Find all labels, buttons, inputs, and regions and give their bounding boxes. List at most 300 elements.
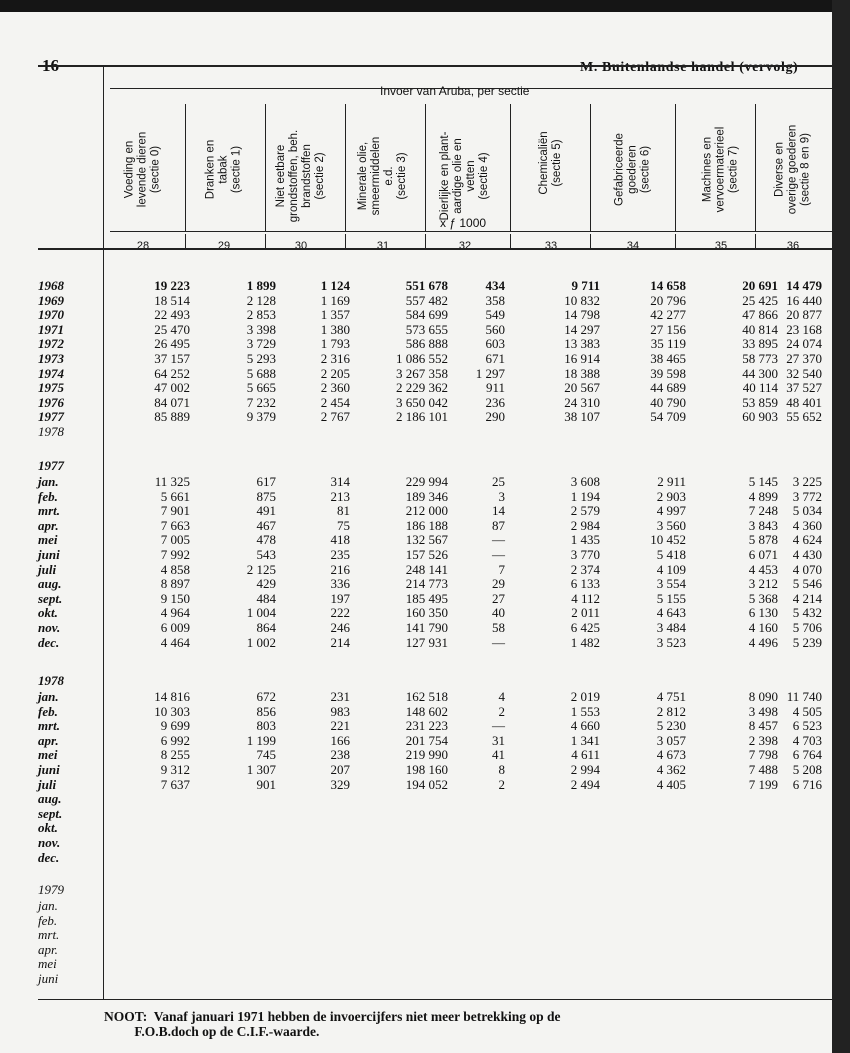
table-cell: 235 bbox=[330, 547, 350, 562]
table-cell: 14 798 bbox=[564, 307, 600, 323]
column-number-separator bbox=[675, 234, 676, 248]
row-label: aug. bbox=[38, 576, 62, 592]
table-cell: 75 bbox=[337, 517, 350, 533]
table-cell: 7 232 bbox=[246, 394, 276, 410]
table-row bbox=[0, 850, 832, 866]
table-cell: 911 bbox=[485, 380, 505, 396]
table-cell: 14 297 bbox=[564, 321, 600, 337]
table-cell: 85 889 bbox=[154, 409, 190, 425]
table-cell: 236 bbox=[485, 394, 505, 410]
table-cell: 1 169 bbox=[320, 292, 350, 308]
table-cell: 7 637 bbox=[160, 776, 190, 792]
table-cell: 603 bbox=[485, 336, 505, 352]
table-cell: 37 157 bbox=[154, 351, 190, 366]
row-label: juni bbox=[38, 971, 59, 986]
table-cell: 5 706 bbox=[792, 620, 822, 635]
table-cell: 5 368 bbox=[748, 590, 778, 606]
table-cell: 573 655 bbox=[405, 321, 448, 337]
row-label: apr. bbox=[38, 941, 58, 957]
column-number-separator bbox=[185, 234, 186, 248]
table-cell: — bbox=[492, 718, 505, 734]
table-cell: 4 751 bbox=[656, 689, 686, 704]
table-row bbox=[0, 704, 832, 720]
table-cell: 1 124 bbox=[320, 278, 350, 293]
table-row bbox=[0, 576, 832, 592]
table-cell: 189 346 bbox=[405, 488, 448, 504]
table-cell: 160 350 bbox=[405, 605, 448, 621]
table-cell: 10 452 bbox=[650, 532, 686, 548]
table-cell: 358 bbox=[485, 292, 505, 308]
table-cell: 38 465 bbox=[650, 351, 686, 366]
table-row bbox=[0, 806, 832, 822]
table-cell: 2 229 362 bbox=[396, 380, 448, 396]
table-cell: 557 482 bbox=[405, 292, 448, 308]
row-label: mei bbox=[38, 532, 58, 548]
table-cell: 40 bbox=[492, 605, 505, 621]
column-number-separator bbox=[425, 234, 426, 248]
column-separator bbox=[590, 104, 591, 231]
table-cell: 219 990 bbox=[405, 747, 448, 763]
row-label: 1968 bbox=[38, 278, 64, 293]
table-cell: 1 435 bbox=[570, 532, 600, 548]
table-cell: 4 430 bbox=[792, 547, 822, 562]
table-cell: 2 360 bbox=[320, 380, 350, 396]
column-number: 30 bbox=[294, 240, 308, 252]
table-row bbox=[0, 673, 832, 689]
table-cell: 40 114 bbox=[742, 380, 778, 396]
row-label: juli bbox=[38, 561, 57, 577]
table-cell: 27 bbox=[492, 590, 505, 606]
table-cell: 214 bbox=[330, 634, 350, 650]
table-row bbox=[0, 605, 832, 621]
column-number: 31 bbox=[376, 240, 390, 252]
table-cell: 1 482 bbox=[570, 634, 600, 650]
table-cell: 2 984 bbox=[570, 517, 600, 533]
table-cell: 157 526 bbox=[405, 547, 448, 562]
row-label: mrt. bbox=[38, 503, 61, 519]
column-separator bbox=[675, 104, 676, 231]
table-cell: 37 527 bbox=[786, 380, 822, 396]
table-cell: 2 374 bbox=[570, 561, 600, 577]
table-cell: 9 711 bbox=[571, 278, 600, 293]
table-row bbox=[0, 718, 832, 734]
row-label: jan. bbox=[38, 898, 58, 913]
table-cell: 3 650 042 bbox=[396, 394, 448, 410]
table-cell: 18 388 bbox=[564, 365, 600, 381]
table-row bbox=[0, 942, 832, 958]
table-cell: 5 878 bbox=[748, 532, 778, 548]
table-cell: 8 090 bbox=[748, 689, 778, 704]
row-label: mei bbox=[38, 747, 58, 763]
table-cell: 6 425 bbox=[570, 620, 600, 635]
table-row bbox=[0, 336, 832, 352]
table-cell: 231 223 bbox=[405, 718, 448, 734]
table-cell: 238 bbox=[330, 747, 350, 763]
table-cell: 4 643 bbox=[656, 605, 686, 621]
table-cell: 87 bbox=[492, 517, 505, 533]
table-cell: 5 688 bbox=[246, 365, 276, 381]
row-label: 1977 bbox=[38, 409, 64, 425]
table-cell: 6 716 bbox=[792, 776, 822, 792]
table-row bbox=[0, 532, 832, 548]
table-cell: 3 bbox=[498, 488, 505, 504]
table-cell: 2 316 bbox=[320, 351, 350, 366]
column-separator bbox=[265, 104, 266, 231]
table-row bbox=[0, 747, 832, 763]
column-header-label: Dranken en tabak (sectie 1) bbox=[204, 139, 243, 200]
row-label: 1974 bbox=[38, 365, 64, 381]
row-label: mei bbox=[38, 956, 57, 972]
table-cell: 7 488 bbox=[748, 762, 778, 777]
table-cell: 3 560 bbox=[656, 517, 686, 533]
table-row bbox=[0, 791, 832, 807]
row-label: 1972 bbox=[38, 336, 64, 352]
table-row bbox=[0, 620, 832, 636]
table-cell: 3 484 bbox=[656, 620, 686, 635]
table-cell: 549 bbox=[485, 307, 505, 323]
table-cell: 4 405 bbox=[656, 776, 686, 792]
table-cell: 1 899 bbox=[246, 278, 276, 293]
table-row bbox=[0, 395, 832, 411]
table-cell: 55 652 bbox=[786, 409, 822, 425]
table-cell: 11 740 bbox=[786, 689, 822, 704]
table-row bbox=[0, 307, 832, 323]
row-label: nov. bbox=[38, 620, 61, 635]
table-cell: 20 567 bbox=[564, 380, 600, 396]
table-cell: 22 493 bbox=[154, 307, 190, 323]
column-separator bbox=[185, 104, 186, 231]
table-cell: 467 bbox=[256, 517, 276, 533]
table-cell: 1 307 bbox=[246, 762, 276, 777]
column-number: 32 bbox=[458, 240, 472, 252]
table-cell: 4 214 bbox=[792, 590, 822, 606]
table-cell: 7 bbox=[498, 561, 505, 577]
table-cell: 4 070 bbox=[792, 561, 822, 577]
row-label: mrt. bbox=[38, 927, 60, 943]
table-cell: 23 168 bbox=[786, 321, 822, 337]
table-cell: 207 bbox=[330, 762, 350, 777]
table-cell: 3 225 bbox=[792, 474, 822, 489]
table-cell: 3 554 bbox=[656, 576, 686, 592]
table-row bbox=[0, 689, 832, 705]
table-cell: 672 bbox=[256, 689, 276, 704]
table-cell: 1 194 bbox=[570, 488, 600, 504]
row-label: 1976 bbox=[38, 394, 64, 410]
column-separator bbox=[425, 104, 426, 231]
document-page bbox=[0, 12, 832, 1053]
table-row bbox=[0, 927, 832, 943]
table-cell: 26 495 bbox=[154, 336, 190, 352]
table-cell: 24 074 bbox=[786, 336, 822, 352]
column-number-separator bbox=[510, 234, 511, 248]
table-cell: 543 bbox=[256, 547, 276, 562]
table-cell: 290 bbox=[485, 409, 505, 425]
row-label: okt. bbox=[38, 605, 58, 621]
table-cell: 434 bbox=[485, 278, 505, 293]
table-cell: 4 496 bbox=[748, 634, 778, 650]
table-cell: 48 401 bbox=[786, 394, 822, 410]
row-label: feb. bbox=[38, 912, 58, 928]
table-cell: 14 479 bbox=[786, 278, 822, 293]
row-label: apr. bbox=[38, 517, 59, 533]
table-cell: 2 125 bbox=[246, 561, 276, 577]
row-label: aug. bbox=[38, 791, 62, 807]
table-cell: 6 071 bbox=[748, 547, 778, 562]
table-cell: 2 205 bbox=[320, 365, 350, 381]
table-cell: 4 899 bbox=[748, 488, 778, 504]
table-cell: 212 000 bbox=[405, 503, 448, 519]
table-cell: 25 bbox=[492, 474, 505, 489]
table-cell: 7 901 bbox=[160, 503, 190, 519]
table-cell: 1 341 bbox=[570, 732, 600, 748]
table-cell: 4 673 bbox=[656, 747, 686, 763]
table-cell: 429 bbox=[256, 576, 276, 592]
table-row bbox=[0, 547, 832, 563]
super-header-rule bbox=[110, 88, 832, 89]
column-number: 35 bbox=[714, 240, 728, 252]
table-cell: 8 255 bbox=[160, 747, 190, 763]
table-cell: 8 457 bbox=[748, 718, 778, 734]
table-cell: 246 bbox=[330, 620, 350, 635]
table-cell: 3 843 bbox=[748, 517, 778, 533]
column-number: 34 bbox=[626, 240, 640, 252]
table-cell: 4 997 bbox=[656, 503, 686, 519]
row-label: 1969 bbox=[38, 292, 64, 308]
table-cell: 9 379 bbox=[246, 409, 276, 425]
table-cell: 491 bbox=[256, 503, 276, 519]
row-label: 1978 bbox=[38, 673, 64, 688]
table-cell: 671 bbox=[485, 351, 505, 366]
table-cell: — bbox=[492, 634, 505, 650]
top-rule bbox=[38, 65, 832, 67]
column-number-separator bbox=[590, 234, 591, 248]
table-cell: 47 866 bbox=[742, 307, 778, 323]
table-cell: 25 470 bbox=[154, 321, 190, 337]
table-cell: 1 199 bbox=[246, 732, 276, 748]
table-cell: 5 665 bbox=[246, 380, 276, 396]
table-cell: 162 518 bbox=[405, 689, 448, 704]
table-cell: 27 156 bbox=[650, 321, 686, 337]
table-row bbox=[0, 380, 832, 396]
table-cell: 29 bbox=[492, 576, 505, 592]
table-row bbox=[0, 591, 832, 607]
table-cell: 336 bbox=[330, 576, 350, 592]
book-spine bbox=[832, 0, 850, 1053]
table-cell: 4 360 bbox=[792, 517, 822, 533]
table-cell: 5 661 bbox=[160, 488, 190, 504]
table-cell: 803 bbox=[256, 718, 276, 734]
table-cell: 132 567 bbox=[405, 532, 448, 548]
table-row bbox=[0, 777, 832, 793]
table-cell: 44 300 bbox=[742, 365, 778, 381]
table-row bbox=[0, 733, 832, 749]
table-cell: 7 798 bbox=[748, 747, 778, 763]
table-cell: 60 903 bbox=[742, 409, 778, 425]
table-cell: 864 bbox=[256, 620, 276, 635]
table-row bbox=[0, 322, 832, 338]
table-cell: 2 903 bbox=[656, 488, 686, 504]
table-cell: 5 239 bbox=[792, 634, 822, 650]
table-cell: 20 691 bbox=[742, 278, 778, 293]
table-cell: 4 109 bbox=[656, 561, 686, 577]
table-cell: 44 689 bbox=[650, 380, 686, 396]
table-cell: 54 709 bbox=[650, 409, 686, 425]
table-cell: 2 853 bbox=[246, 307, 276, 323]
table-cell: 617 bbox=[256, 474, 276, 489]
table-cell: 213 bbox=[330, 488, 350, 504]
table-row bbox=[0, 503, 832, 519]
table-cell: 47 002 bbox=[154, 380, 190, 396]
table-cell: 148 602 bbox=[405, 703, 448, 719]
unit-rule bbox=[110, 231, 832, 232]
table-cell: 64 252 bbox=[154, 365, 190, 381]
table-cell: 484 bbox=[256, 590, 276, 606]
column-header-label: Diverse en overige goederen (sectie 8 en 9) bbox=[773, 124, 812, 215]
table-cell: 39 598 bbox=[650, 365, 686, 381]
row-label: apr. bbox=[38, 732, 59, 748]
row-label: jan. bbox=[38, 689, 59, 704]
table-cell: 5 293 bbox=[246, 351, 276, 366]
table-cell: 222 bbox=[330, 605, 350, 621]
table-row bbox=[0, 635, 832, 651]
table-cell: 560 bbox=[485, 321, 505, 337]
table-cell: 4 362 bbox=[656, 762, 686, 777]
row-label: sept. bbox=[38, 590, 63, 606]
column-header-label: Gefabriceerde goederen (sectie 6) bbox=[613, 133, 652, 206]
column-header-label: Voeding en levende dieren (sectie 0) bbox=[123, 131, 162, 208]
table-cell: 9 312 bbox=[160, 762, 190, 777]
table-row bbox=[0, 835, 832, 851]
table-cell: 19 223 bbox=[154, 278, 190, 293]
row-label: 1978 bbox=[38, 424, 64, 439]
column-number-separator bbox=[265, 234, 266, 248]
row-label: dec. bbox=[38, 849, 60, 865]
table-cell: 5 432 bbox=[792, 605, 822, 621]
row-label: 1979 bbox=[38, 882, 64, 897]
table-cell: 186 188 bbox=[405, 517, 448, 533]
table-cell: 418 bbox=[330, 532, 350, 548]
table-row bbox=[0, 458, 832, 474]
table-row bbox=[0, 913, 832, 929]
footnote: NOOT: Vanaf januari 1971 hebben de invoercijfers niet meer betrekking op de F.O.B.doch op de C.I.F.-waarde. bbox=[104, 1009, 561, 1039]
table-row bbox=[0, 293, 832, 309]
table-cell: 4 160 bbox=[748, 620, 778, 635]
table-cell: 3 057 bbox=[656, 732, 686, 748]
table-row bbox=[0, 518, 832, 534]
table-cell: 1 086 552 bbox=[396, 351, 448, 366]
table-cell: 38 107 bbox=[564, 409, 600, 425]
table-cell: 7 992 bbox=[160, 547, 190, 562]
table-cell: 6 523 bbox=[792, 718, 822, 734]
table-cell: 2 812 bbox=[656, 703, 686, 719]
table-cell: 2 579 bbox=[570, 503, 600, 519]
table-cell: 216 bbox=[330, 561, 350, 577]
table-row bbox=[0, 489, 832, 505]
column-header bbox=[733, 98, 832, 218]
table-cell: 6 764 bbox=[792, 747, 822, 763]
column-separator bbox=[755, 104, 756, 231]
column-number: 28 bbox=[136, 240, 150, 252]
table-cell: 586 888 bbox=[405, 336, 448, 352]
table-row bbox=[0, 898, 832, 914]
table-cell: 5 034 bbox=[792, 503, 822, 519]
table-cell: 4 bbox=[498, 689, 505, 704]
row-label: 1975 bbox=[38, 380, 64, 396]
column-number: 29 bbox=[217, 240, 231, 252]
table-cell: 4 703 bbox=[792, 732, 822, 748]
table-row bbox=[0, 474, 832, 490]
table-cell: 24 310 bbox=[564, 394, 600, 410]
column-separator bbox=[510, 104, 511, 231]
table-cell: 27 370 bbox=[786, 351, 822, 366]
table-cell: 6 130 bbox=[748, 605, 778, 621]
column-number-separator bbox=[755, 234, 756, 248]
table-super-header: Invoer van Aruba, per sectie bbox=[380, 84, 530, 98]
bottom-rule bbox=[38, 999, 832, 1000]
row-label: okt. bbox=[38, 820, 58, 836]
table-row bbox=[0, 278, 832, 294]
column-number: 33 bbox=[544, 240, 558, 252]
row-label: 1971 bbox=[38, 321, 64, 337]
table-cell: 5 418 bbox=[656, 547, 686, 562]
table-cell: 5 230 bbox=[656, 718, 686, 734]
table-cell: 84 071 bbox=[154, 394, 190, 410]
table-cell: 551 678 bbox=[405, 278, 448, 293]
table-cell: 2 128 bbox=[246, 292, 276, 308]
table-cell: 856 bbox=[256, 703, 276, 719]
table-cell: 5 208 bbox=[792, 762, 822, 777]
table-cell: 2 767 bbox=[320, 409, 350, 425]
row-label: nov. bbox=[38, 835, 61, 850]
table-cell: 3 772 bbox=[792, 488, 822, 504]
table-cell: 1 553 bbox=[570, 703, 600, 719]
row-label: mrt. bbox=[38, 718, 61, 734]
table-cell: 185 495 bbox=[405, 590, 448, 606]
table-row bbox=[0, 366, 832, 382]
row-label: juni bbox=[38, 547, 60, 562]
table-cell: 40 790 bbox=[650, 394, 686, 410]
table-cell: 314 bbox=[330, 474, 350, 489]
table-cell: 7 005 bbox=[160, 532, 190, 548]
table-cell: 8 bbox=[498, 762, 505, 777]
table-cell: 2 019 bbox=[570, 689, 600, 704]
table-row bbox=[0, 820, 832, 836]
table-cell: 3 212 bbox=[748, 576, 778, 592]
row-label: feb. bbox=[38, 488, 58, 504]
table-cell: 41 bbox=[492, 747, 505, 763]
table-cell: 5 155 bbox=[656, 590, 686, 606]
table-cell: 197 bbox=[330, 590, 350, 606]
table-cell: 3 267 358 bbox=[396, 365, 448, 381]
table-cell: 1 793 bbox=[320, 336, 350, 352]
table-cell: — bbox=[492, 532, 505, 548]
table-row bbox=[0, 762, 832, 778]
table-cell: 3 523 bbox=[656, 634, 686, 650]
column-number: 36 bbox=[786, 240, 800, 252]
table-cell: 20 796 bbox=[650, 292, 686, 308]
table-cell: 221 bbox=[330, 718, 350, 734]
table-cell: 20 877 bbox=[786, 307, 822, 323]
row-label: sept. bbox=[38, 805, 63, 821]
table-cell: 6 133 bbox=[570, 576, 600, 592]
table-cell: 2 bbox=[498, 776, 505, 792]
table-row bbox=[0, 409, 832, 425]
table-cell: 42 277 bbox=[650, 307, 686, 323]
table-cell: 329 bbox=[330, 776, 350, 792]
table-cell: 4 964 bbox=[160, 605, 190, 621]
table-cell: 248 141 bbox=[405, 561, 448, 577]
table-cell: 1 380 bbox=[320, 321, 350, 337]
